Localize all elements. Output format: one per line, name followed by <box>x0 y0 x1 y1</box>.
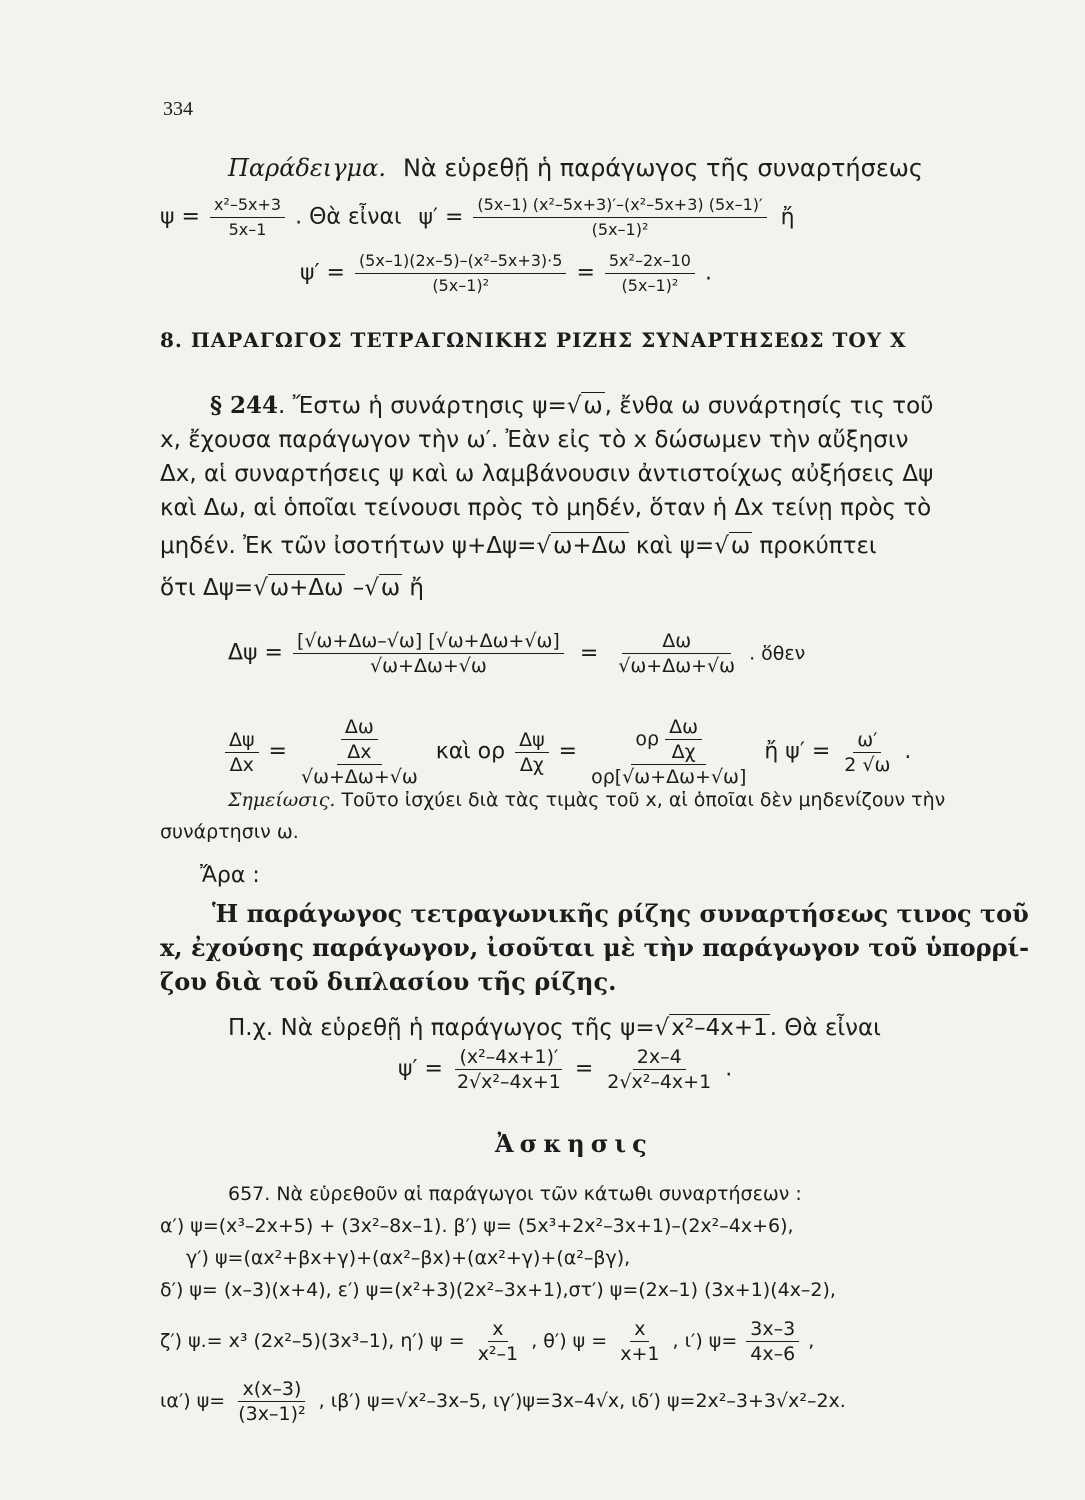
eq2-final-denominator: 2 √ω <box>844 753 891 776</box>
para-244-number: § 244 <box>210 392 279 419</box>
para-244-radicand-5b: ω <box>730 533 751 559</box>
para-244-line-5 <box>160 532 877 560</box>
note-text-1: Τοῦτο ἰσχύει διὰ τὰς τιμὰς τοῦ x, αἱ ὁποῖαι δὲν μηδενίζουν τὴν <box>335 789 946 811</box>
eq2-limit-inner-fraction <box>665 716 702 763</box>
para-244-text-5b: καὶ ψ= <box>628 533 715 559</box>
eq2-right-fraction <box>515 729 549 776</box>
px-fraction-2 <box>603 1046 715 1093</box>
example-function-numerator: x²–5x+3 <box>210 194 285 218</box>
para-244-radicand-6b: ω <box>380 575 401 601</box>
note-label: Σημείωσις. <box>228 789 336 811</box>
exercise-row-5-rest: , ιβ′) ψ=√x²–3x–5, ιγ′)ψ=3x–4√x, ιδ′) ψ=2x²–3+3√x²–2x. <box>318 1390 846 1412</box>
exercise-row-4-end: , <box>808 1330 815 1352</box>
exercise-iota-denominator: 4x–6 <box>750 1343 796 1365</box>
para-244-text-6b: – <box>345 575 365 601</box>
exercise-row-1: α′) ψ=(x³–2x+5) + (3x²–8x–1). β′) ψ= (5x³+2x²–3x+1)–(2x²–4x+6), <box>160 1215 794 1237</box>
px-eq: = <box>574 1056 594 1082</box>
example-derivative-denominator-1: (5x–1)² <box>591 220 649 239</box>
para-244-text-5c: προκύπτει <box>752 533 877 559</box>
px-numerator-1: (x²–4x+1)′ <box>455 1046 562 1070</box>
eq2-final-fraction <box>840 729 894 776</box>
para-244-line-3: Δx, αἱ συναρτήσεις ψ καὶ ω λαμβάνουσιν ἀντιστοίχως αὐξήσεις Δψ <box>160 461 934 487</box>
para-244-radicand-5a: ω+Δω <box>553 533 627 559</box>
exercise-theta: , θ′) ψ = <box>531 1330 608 1352</box>
exercise-iota: , ι′) ψ= <box>672 1330 738 1352</box>
eq1-fraction-2 <box>614 630 739 677</box>
rule-line-2: x, ἐχούσης παράγωγον, ἰσοῦται μὲ τὴν παράγωγον τοῦ ὑπορρί- <box>160 933 1030 962</box>
example-derivative-numerator-3: 5x²–2x–10 <box>605 250 695 274</box>
exercise-iota-fraction <box>746 1318 799 1365</box>
px-fraction-1 <box>453 1046 565 1093</box>
para-244-text-6c: ἤ <box>402 575 425 601</box>
eq2-limit-or: ορ <box>635 728 660 750</box>
px-radicand: x²–4x+1 <box>671 1015 768 1041</box>
px-text-1b: . Θὰ εἶναι <box>769 1015 881 1041</box>
example-psi-eq: ψ = <box>160 204 200 230</box>
sqrt-sign-icon: √ <box>536 533 552 559</box>
exercise-eta-fraction <box>474 1318 522 1365</box>
para-244-line-6 <box>160 574 424 602</box>
exercise-iota-numerator: 3x–3 <box>746 1318 799 1342</box>
eq2-limit-numerator <box>631 716 706 765</box>
equation-delta-psi <box>228 630 805 677</box>
exercise-ia-numerator: x(x–3) <box>238 1378 305 1402</box>
px-denominator-2: 2√x²–4x+1 <box>607 1071 712 1093</box>
eq2-big-denominator: √ω+Δω+√ω <box>300 766 418 788</box>
para-244-line-2: x, ἔχουσα παράγωγον τὴν ω′. Ἐὰν εἰς τὸ x δώσωμεν τὴν αὔξησιν <box>160 427 909 453</box>
example-derivative-denominator-3: (5x–1)² <box>621 276 679 295</box>
exercise-ia-denominator: (3x–1)² <box>238 1403 306 1425</box>
eq2-inner-numerator: Δω <box>341 716 378 740</box>
example-eq: = <box>576 260 595 286</box>
px-denominator-1: 2√x²–4x+1 <box>456 1071 561 1093</box>
px-text-1a: Π.χ. Νὰ εὑρεθῇ ἡ παράγωγος τῆς ψ= <box>228 1015 655 1041</box>
px-equation <box>398 1046 732 1093</box>
sqrt-sign-icon: √ <box>714 533 729 559</box>
exercise-657-intro: 657. Νὰ εὑρεθοῦν αἱ παράγωγοι τῶν κάτωθι συναρτήσεων : <box>228 1183 802 1205</box>
example-derivative-fraction-2 <box>355 250 567 297</box>
para-244-line-1 <box>210 392 933 420</box>
eq2-kai: καὶ ορ <box>435 739 506 764</box>
eq1-after: . ὅθεν <box>749 642 806 665</box>
eq2-inner-denominator: Δx <box>347 741 372 763</box>
eq2-right-numerator: Δψ <box>515 729 549 753</box>
para-244-text-6a: ὅτι Δψ= <box>160 575 254 601</box>
rule-line-3: ζου διὰ τοῦ διπλασίου τῆς ρίζης. <box>160 967 617 996</box>
exercise-row-3: δ′) ψ= (x–3)(x+4), ε′) ψ=(x²+3)(2x²–3x+1),στ′) ψ=(2x–1) (3x+1)(4x–2), <box>160 1279 836 1301</box>
eq2-h: ἤ ψ′ = <box>764 739 831 764</box>
sqrt-sign-icon: √ <box>566 393 582 419</box>
eq2-eq: = <box>268 739 287 764</box>
section-8-heading: 8. ΠΑΡΑΓΩΓΟΣ ΤΕΤΡΑΓΩΝΙΚΗΣ ΡΙΖΗΣ ΣΥΝΑΡΤΗΣΕΩΣ ΤΟΥ Χ <box>160 328 907 352</box>
exercise-row-5 <box>160 1378 846 1425</box>
equation-derivative-limit <box>222 716 911 788</box>
sqrt-sign-icon: √ <box>364 575 379 601</box>
para-244-radicand-6a: ω+Δω <box>269 575 344 601</box>
exercise-zeta: ζ′) ψ.= x³ (2x²–5)(3x³–1), η′) ψ = <box>160 1330 465 1352</box>
example-derivative-numerator-1: (5x–1) (x²–5x+3)′–(x²–5x+3) (5x–1)′ <box>473 194 766 218</box>
px-numerator-2: 2x–4 <box>633 1046 686 1070</box>
eq2-limit-denominator: ορ[√ω+Δω+√ω] <box>591 766 747 788</box>
eq1-denominator-1: √ω+Δω+√ω <box>370 655 487 677</box>
sqrt-sign-icon: √ <box>253 575 268 601</box>
exercise-theta-fraction <box>616 1318 663 1365</box>
example-derivative-denominator-2: (5x–1)² <box>432 276 490 295</box>
para-244-text-1c: , ἔνθα ω συνάρτησίς τις τοῦ <box>604 393 934 419</box>
example-function-denominator: 5x–1 <box>228 220 267 239</box>
eq1-fraction-1 <box>293 630 564 677</box>
example-derivative-fraction-1 <box>473 194 766 241</box>
para-244-line-4: καὶ Δω, αἱ ὁποῖαι τείνουσι πρὸς τὸ μηδέν, ὅταν ἡ Δx τείνῃ πρὸς τὸ <box>160 495 932 521</box>
eq1-eq: = <box>579 640 599 666</box>
exercise-row-4 <box>160 1318 814 1365</box>
example-derivative-numerator-2: (5x–1)(2x–5)–(x²–5x+3)·5 <box>355 250 567 274</box>
eq2-limit-inner-numerator: Δω <box>665 716 702 740</box>
eq2-big-fraction <box>297 716 422 788</box>
eq1-lhs: Δψ = <box>228 640 283 666</box>
rule-line-1: Ἡ παράγωγος τετραγωνικῆς ρίζης συναρτήσεως τινος τοῦ <box>212 899 1029 928</box>
eq2-inner-fraction <box>341 716 378 763</box>
exercises-title: Ἀσκησις <box>495 1129 653 1158</box>
example-line-3 <box>300 250 712 297</box>
example-derivative-fraction-3 <box>605 250 695 297</box>
exercise-theta-numerator: x <box>630 1318 649 1342</box>
eq2-right-denominator: Δχ <box>519 753 544 776</box>
px-lhs: ψ′ = <box>398 1056 443 1082</box>
example-or: ἤ <box>780 204 795 230</box>
exercise-row-2: γ′) ψ=(αx²+βx+γ)+(αx²–βx)+(αx²+γ)+(α²–βγ), <box>186 1247 631 1269</box>
para-244-text-5a: μηδέν. Ἐκ τῶν ἰσοτήτων ψ+Δψ= <box>160 533 537 559</box>
eq2-lhs-denominator: Δx <box>229 753 254 776</box>
example-function-fraction <box>210 194 285 241</box>
eq2-final-numerator: ω′ <box>853 729 881 753</box>
sqrt-sign-icon: √ <box>654 1015 670 1041</box>
para-244-text-1a: . Ἔστω ἡ συνάρτησις ψ= <box>278 393 567 419</box>
eq2-lhs-fraction <box>225 729 259 776</box>
eq2-big-numerator <box>337 716 382 765</box>
eq2-dot: . <box>904 739 912 764</box>
note-line-2: συνάρτησιν ω. <box>160 821 299 843</box>
example-line-2 <box>160 194 795 241</box>
note-line-1 <box>228 786 945 814</box>
exercise-eta-denominator: x²–1 <box>477 1343 519 1365</box>
exercise-theta-denominator: x+1 <box>620 1343 660 1365</box>
eq2-limit-inner-denominator: Δχ <box>671 741 696 763</box>
px-line-1 <box>228 1014 881 1042</box>
exercise-eta-numerator: x <box>488 1318 507 1342</box>
exercise-ia: ια′) ψ= <box>160 1390 226 1412</box>
eq2-lhs-numerator: Δψ <box>225 729 259 753</box>
eq2-limit-fraction <box>587 716 750 788</box>
px-dot: . <box>725 1056 733 1082</box>
eq1-numerator-1: [√ω+Δω–√ω] [√ω+Δω+√ω] <box>293 630 564 654</box>
example-label: Παράδειγμα. <box>228 154 386 182</box>
example-line-1 <box>228 154 923 184</box>
example-psi-prime-eq: ψ′ = <box>418 204 464 230</box>
example-dot: . <box>704 260 712 286</box>
eq1-numerator-2: Δω <box>622 630 731 654</box>
eq2-eq-2: = <box>558 739 578 764</box>
exercise-ia-fraction <box>234 1378 309 1425</box>
para-244-radicand-1: ω <box>583 393 603 419</box>
example-theta: . Θὰ εἶναι <box>295 204 402 230</box>
eq1-denominator-2: √ω+Δω+√ω <box>618 655 736 677</box>
page-number: 334 <box>163 98 193 120</box>
rule-ara: Ἄρα : <box>200 863 260 888</box>
example-intro: Νὰ εὑρεθῇ ἡ παράγωγος τῆς συναρτήσεως <box>402 154 923 182</box>
example-psi-prime-eq-2: ψ′ = <box>300 260 345 286</box>
